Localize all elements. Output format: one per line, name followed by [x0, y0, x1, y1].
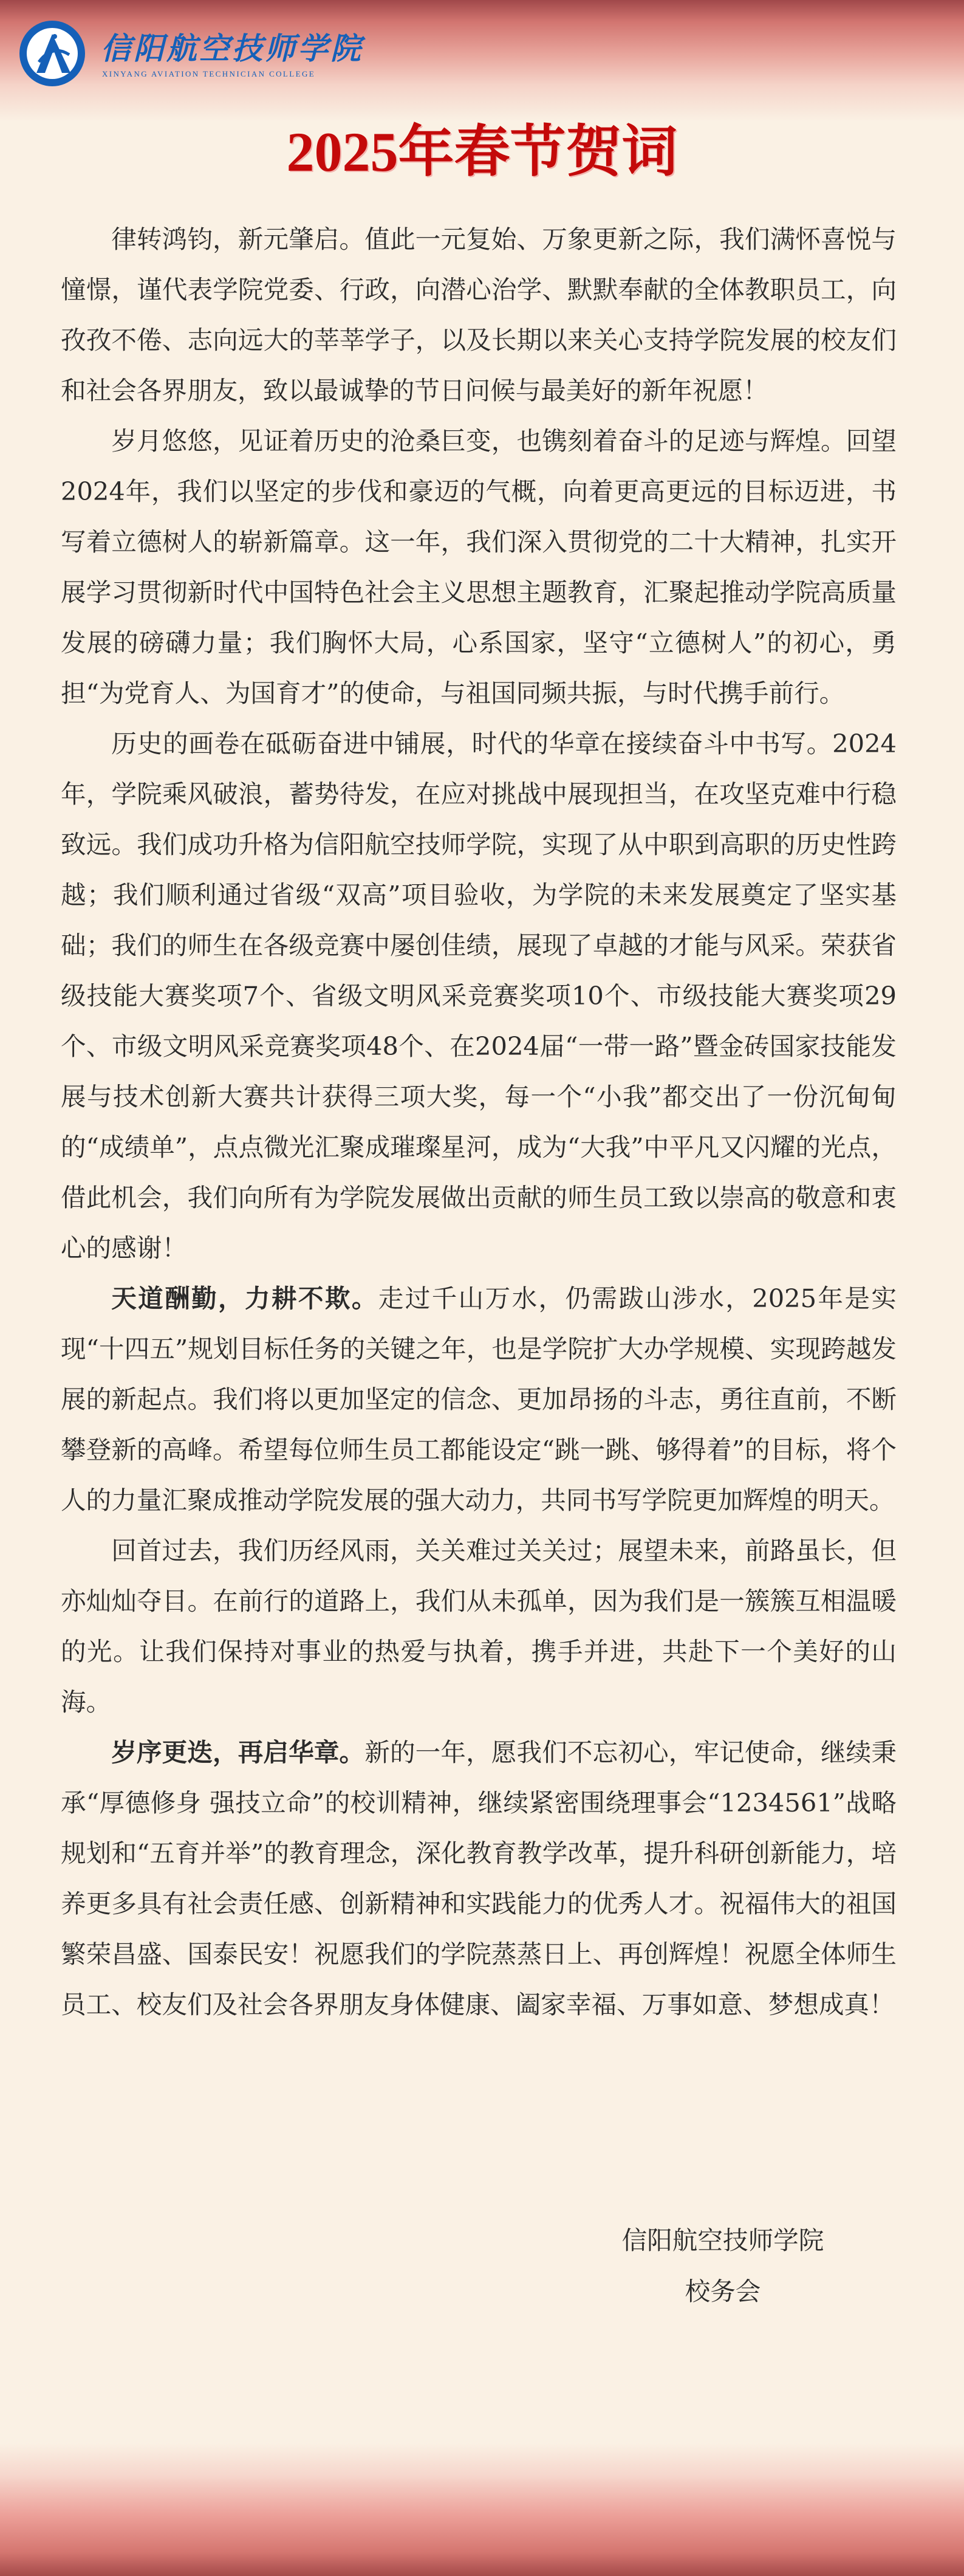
paragraph-text: 回首过去，我们历经风雨，关关难过关关过；展望未来，前路虽长，但亦灿灿夺目。在前行的道路上，我们从未孤单，因为我们是一簇簇互相温暖的光。让我们保持对事业的热爱与执着，携手并进，共赴下一个美好的山海。	[61, 1536, 897, 1717]
paragraph	[61, 718, 897, 1273]
paragraph	[61, 416, 897, 718]
signature-organization: 信阳航空技师学院	[621, 2225, 824, 2255]
paragraph-text: 岁月悠悠，见证着历史的沧桑巨变，也镌刻着奋斗的足迹与辉煌。回望2024年，我们以坚定的步伐和豪迈的气概，向着更高更远的目标迈进，书写着立德树人的崭新篇章。这一年，我们深入贯彻党的二十大精神，扎实开展学习贯彻新时代中国特色社会主义思想主题教育，汇聚起推动学院高质量发展的磅礴力量；我们胸怀大局，心系国家，坚守“立德树人”的初心，勇担“为党育人、为国育才”的使命，与祖国同频共振，与时代携手前行。	[61, 426, 897, 708]
paragraph-text: 历史的画卷在砥砺奋进中铺展，时代的华章在接续奋斗中书写。2024年，学院乘风破浪，蓄势待发，在应对挑战中展现担当，在攻坚克难中行稳致远。我们成功升格为信阳航空技师学院，实现了从中职到高职的历史性跨越；我们顺利通过省级“双高”项目验收，为学院的未来发展奠定了坚实基础；我们的师生在各级竞赛中屡创佳绩，展现了卓越的才能与风采。荣获省级技能大赛奖项7个、省级文明风采竞赛奖项10个、市级技能大赛奖项29个、市级文明风采竞赛奖项48个、在2024届“一带一路”暨金砖国家技能发展与技术创新大赛共计获得三项大奖，每一个“小我”都交出了一份沉甸甸的“成绩单”，点点微光汇聚成璀璨星河，成为“大我”中平凡又闪耀的光点，借此机会，我们向所有为学院发展做出贡献的师生员工致以崇高的敬意和衷心的感谢！	[61, 729, 897, 1263]
paragraph-text: 律转鸿钧，新元肇启。值此一元复始、万象更新之际，我们满怀喜悦与憧憬，谨代表学院党委、行政，向潜心治学、默默奉献的全体教职员工，向孜孜不倦、志向远大的莘莘学子，以及长期以来关心支持学院发展的校友们和社会各界朋友，致以最诚挚的节日问候与最美好的新年祝愿！	[61, 224, 897, 405]
paragraph	[61, 1525, 897, 1727]
paragraph	[61, 1273, 897, 1525]
paragraph	[61, 1727, 897, 2030]
paragraph	[61, 214, 897, 416]
paragraph-text: 新的一年，愿我们不忘初心，牢记使命，继续秉承“厚德修身 强技立命”的校训精神，继续紧密围绕理事会“1234561”战略规划和“五育并举”的教育理念，深化教育教学改革，提升科研创新能力，培养更多具有社会责任感、创新精神和实践能力的优秀人才。祝福伟大的祖国繁荣昌盛、国泰民安！祝愿我们的学院蒸蒸日上、再创辉煌！祝愿全体师生员工、校友们及社会各界朋友身体健康、阖家幸福、万事如意、梦想成真！	[61, 1737, 897, 2019]
signature-department: 校务会	[685, 2276, 761, 2306]
college-logo-english: XINYANG AVIATION TECHNICIAN COLLEGE	[102, 69, 316, 78]
paragraph-text: 走过千山万水，仍需跋山涉水，2025年是实现“十四五”规划目标任务的关键之年，也是学院扩大办学规模、实现跨越发展的新起点。我们将以更加坚定的信念、更加昂扬的斗志，勇往直前，不断攀登新的高峰。希望每位师生员工都能设定“跳一跳、够得着”的目标，将个人的力量汇聚成推动学院发展的强大动力，共同书写学院更加辉煌的明天。	[61, 1283, 897, 1515]
paragraph-lead: 天道酬勤，力耕不欺。	[111, 1283, 378, 1313]
paragraph-lead: 岁序更迭，再启华章。	[111, 1737, 365, 1767]
page-title: 2025年春节贺词	[286, 121, 678, 183]
footer-gradient-band	[0, 2443, 964, 2576]
college-logo-wordmark: 信阳航空技师学院	[101, 30, 363, 66]
college-emblem-icon	[18, 19, 86, 88]
greeting-body	[61, 214, 897, 2030]
